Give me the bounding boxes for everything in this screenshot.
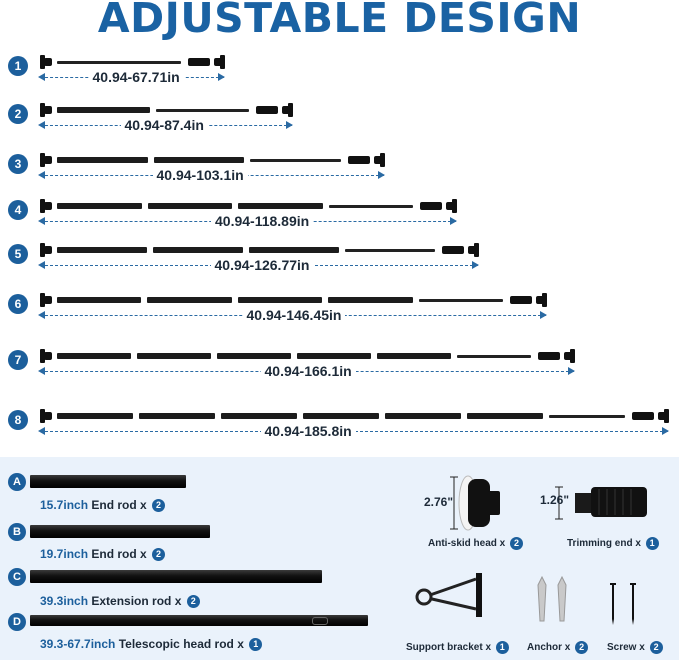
- arrow-right-icon: [450, 217, 457, 225]
- arrow-left-icon: [38, 171, 45, 179]
- anchor-icon: [528, 575, 578, 629]
- part-label-b: 19.7inch End rod x 2: [40, 547, 165, 561]
- config-row: [0, 100, 679, 152]
- anchor-label: Anchor x 2: [527, 641, 588, 654]
- arrow-right-icon: [472, 261, 479, 269]
- right-end-cap: [220, 55, 225, 69]
- config-row: [0, 150, 679, 202]
- left-end-knob: [44, 352, 52, 360]
- rod-segment: [377, 353, 451, 359]
- length-range-label: 40.94-103.1in: [153, 167, 248, 183]
- part-label-a: 15.7inch End rod x 2: [40, 498, 165, 512]
- end-rod-b-image: [30, 525, 210, 538]
- rod-segment: [250, 159, 341, 162]
- rod-segment: [57, 413, 133, 419]
- config-number: 6: [8, 294, 28, 314]
- left-end-knob: [44, 296, 52, 304]
- arrow-left-icon: [38, 121, 45, 129]
- arrow-left-icon: [38, 73, 45, 81]
- rod-segment: [329, 205, 414, 208]
- arrow-left-icon: [38, 427, 45, 435]
- part-label-d: 39.3-67.7inch Telescopic head rod x 1: [40, 637, 262, 651]
- left-end-knob: [44, 246, 52, 254]
- arrow-right-icon: [218, 73, 225, 81]
- trimming-end: [510, 296, 532, 304]
- parts-panel: [0, 457, 679, 660]
- rod-segment: [156, 109, 249, 112]
- config-number: 2: [8, 104, 28, 124]
- arrow-right-icon: [286, 121, 293, 129]
- part-letter-c: C: [8, 568, 26, 586]
- rod-segment: [153, 247, 243, 253]
- config-number: 8: [8, 410, 28, 430]
- length-range-label: 40.94-166.1in: [261, 363, 356, 379]
- support-bracket-label: Support bracket x 1: [406, 641, 509, 654]
- config-number: 1: [8, 56, 28, 76]
- rod-segment: [345, 249, 435, 252]
- config-row: [0, 52, 679, 104]
- rod-segment: [57, 107, 150, 113]
- extension-rod-image: [30, 570, 322, 583]
- rod-segment: [139, 413, 215, 419]
- length-range-label: 40.94-146.45in: [243, 307, 346, 323]
- left-end-knob: [44, 156, 52, 164]
- rod-segment: [57, 157, 148, 163]
- arrow-right-icon: [540, 311, 547, 319]
- rod-segment: [297, 353, 371, 359]
- length-range-label: 40.94-126.77in: [211, 257, 314, 273]
- rod-segment: [467, 413, 543, 419]
- length-range-label: 40.94-67.71in: [89, 69, 184, 85]
- rod-segment: [238, 203, 323, 209]
- arrow-left-icon: [38, 311, 45, 319]
- left-end-knob: [44, 202, 52, 210]
- right-end-cap: [664, 409, 669, 423]
- rod-segment: [217, 353, 291, 359]
- rod-segment: [57, 297, 141, 303]
- config-row: [0, 290, 679, 342]
- rod-segment: [57, 203, 142, 209]
- rod-segment: [57, 61, 181, 64]
- screw-label: Screw x 2: [607, 641, 663, 654]
- trimming-end: [442, 246, 464, 254]
- trimming-end-label: Trimming end x 1: [567, 537, 659, 550]
- right-end-cap: [542, 293, 547, 307]
- rod-segment: [419, 299, 503, 302]
- trimming-end: [188, 58, 210, 66]
- rod-segment: [148, 203, 233, 209]
- rod-lock-icon: [312, 617, 328, 625]
- end-rod-a-image: [30, 475, 186, 488]
- screw-icon: [604, 581, 644, 629]
- rod-segment: [303, 413, 379, 419]
- length-range-label: 40.94-118.89in: [211, 213, 313, 229]
- support-bracket-icon: [408, 571, 488, 621]
- arrow-right-icon: [568, 367, 575, 375]
- arrow-left-icon: [38, 367, 45, 375]
- rod-segment: [147, 297, 231, 303]
- arrow-right-icon: [378, 171, 385, 179]
- trimming-end: [256, 106, 278, 114]
- config-number: 5: [8, 244, 28, 264]
- config-number: 3: [8, 154, 28, 174]
- right-end-cap: [452, 199, 457, 213]
- trimming-end: [348, 156, 370, 164]
- trimming-end-dim: 1.26": [540, 493, 570, 507]
- right-end-cap: [380, 153, 385, 167]
- rod-segment: [57, 353, 131, 359]
- config-number: 4: [8, 200, 28, 220]
- rod-segment: [249, 247, 339, 253]
- left-end-knob: [44, 412, 52, 420]
- rod-segment: [57, 247, 147, 253]
- part-letter-d: D: [8, 613, 26, 631]
- trimming-end: [632, 412, 654, 420]
- config-row: [0, 240, 679, 292]
- right-end-cap: [570, 349, 575, 363]
- rod-segment: [385, 413, 461, 419]
- part-label-c: 39.3inch Extension rod x 2: [40, 594, 200, 608]
- right-end-cap: [288, 103, 293, 117]
- rod-segment: [328, 297, 412, 303]
- rod-segment: [137, 353, 211, 359]
- rod-segment: [238, 297, 322, 303]
- part-letter-b: B: [8, 523, 26, 541]
- rod-segment: [221, 413, 297, 419]
- rod-segment: [457, 355, 531, 358]
- length-range-label: 40.94-87.4in: [121, 117, 208, 133]
- left-end-knob: [44, 106, 52, 114]
- arrow-left-icon: [38, 261, 45, 269]
- right-end-cap: [474, 243, 479, 257]
- trimming-end: [420, 202, 442, 210]
- length-range-label: 40.94-185.8in: [261, 423, 356, 439]
- page-title: ADJUSTABLE DESIGN: [97, 0, 582, 42]
- anti-skid-dim: 2.76": [424, 495, 454, 509]
- rod-segment: [549, 415, 625, 418]
- arrow-right-icon: [662, 427, 669, 435]
- config-row: [0, 346, 679, 398]
- config-number: 7: [8, 350, 28, 370]
- trimming-end: [538, 352, 560, 360]
- left-end-knob: [44, 58, 52, 66]
- rod-segment: [154, 157, 245, 163]
- anti-skid-label: Anti-skid head x 2: [428, 537, 523, 550]
- arrow-left-icon: [38, 217, 45, 225]
- part-letter-a: A: [8, 473, 26, 491]
- config-row: [0, 406, 679, 458]
